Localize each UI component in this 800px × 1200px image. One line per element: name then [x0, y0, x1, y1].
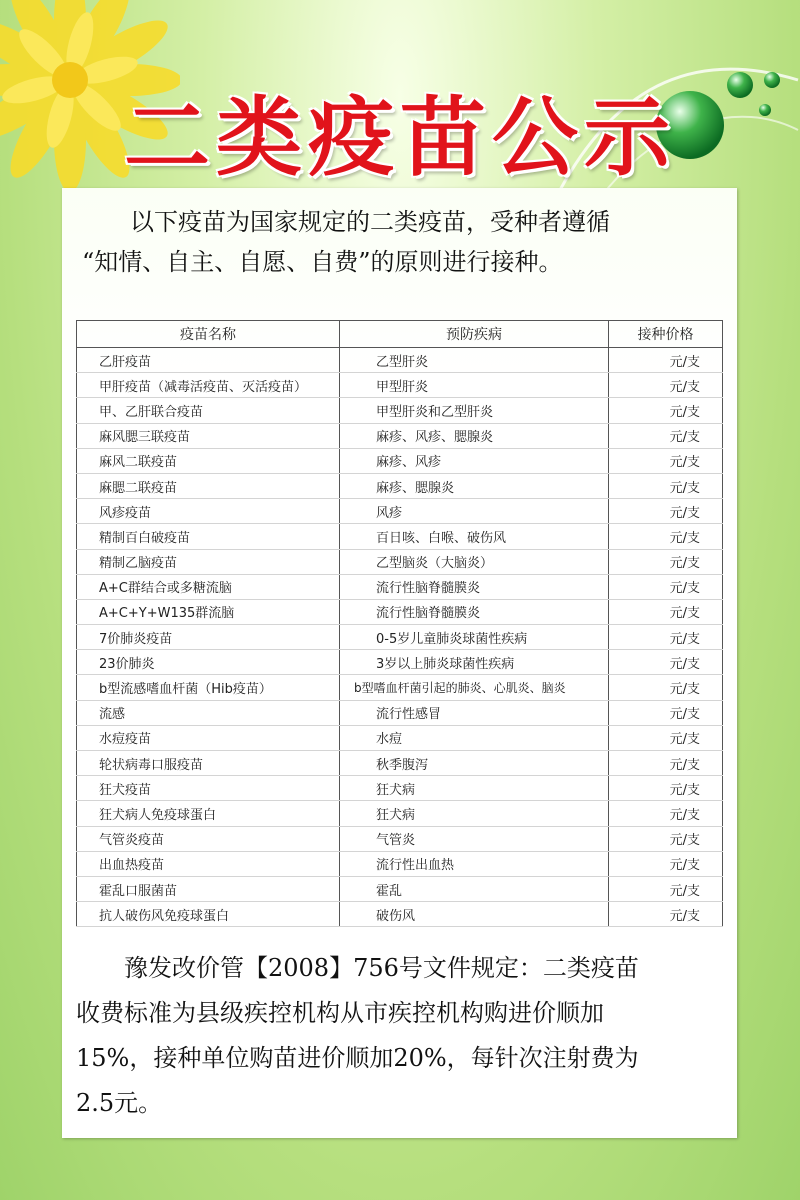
- table-row: [77, 473, 723, 498]
- disease: 甲型肝炎: [340, 373, 609, 398]
- table-row: [77, 625, 723, 650]
- price: 元/支: [609, 826, 723, 851]
- price: 元/支: [609, 473, 723, 498]
- table-row: [77, 398, 723, 423]
- table-row: [77, 373, 723, 398]
- vaccine-name: 流感: [77, 700, 340, 725]
- disease: 甲型肝炎和乙型肝炎: [340, 398, 609, 423]
- price: 元/支: [609, 876, 723, 901]
- vaccine-name: 轮状病毒口服疫苗: [77, 751, 340, 776]
- vaccine-name: 抗人破伤风免疫球蛋白: [77, 902, 340, 927]
- price: 元/支: [609, 625, 723, 650]
- price: 元/支: [609, 373, 723, 398]
- price: 元/支: [609, 751, 723, 776]
- header-disease: 预防疾病: [340, 321, 609, 348]
- price: 元/支: [609, 499, 723, 524]
- header-vaccine-name: 疫苗名称: [77, 321, 340, 348]
- content-panel: [62, 188, 737, 1138]
- footer-text: [76, 946, 726, 1126]
- disease: 乙型脑炎（大脑炎）: [340, 549, 609, 574]
- table-row: [77, 448, 723, 473]
- disease: 流行性出血热: [340, 851, 609, 876]
- vaccine-table: [76, 320, 723, 927]
- disease: 流行性脑脊髓膜炎: [340, 599, 609, 624]
- disease: 水痘: [340, 725, 609, 750]
- table-row: [77, 902, 723, 927]
- disease: 狂犬病: [340, 776, 609, 801]
- table-row: [77, 851, 723, 876]
- price: 元/支: [609, 348, 723, 373]
- table-row: [77, 499, 723, 524]
- vaccine-name: 气管炎疫苗: [77, 826, 340, 851]
- vaccine-name: 麻风腮三联疫苗: [77, 423, 340, 448]
- vaccine-name: 风疹疫苗: [77, 499, 340, 524]
- intro-line-1: 以下疫苗为国家规定的二类疫苗，受种者遵循: [130, 208, 610, 236]
- vaccine-name: 水痘疫苗: [77, 725, 340, 750]
- disease: 乙型肝炎: [340, 348, 609, 373]
- price: 元/支: [609, 423, 723, 448]
- table-row: [77, 348, 723, 373]
- intro-line-2: “知情、自主、自愿、自费”的原则进行接种。: [82, 248, 563, 276]
- footer-line-2: 收费标准为县级疾控机构从市疾控机构购进价顺加: [76, 999, 604, 1027]
- header-price: 接种价格: [609, 321, 723, 348]
- table-row: [77, 876, 723, 901]
- page-title: 二类疫苗公示: [124, 88, 676, 188]
- vaccine-name: 23价肺炎: [77, 650, 340, 675]
- vaccine-name: 7价肺炎疫苗: [77, 625, 340, 650]
- table-row: [77, 423, 723, 448]
- disease: 3岁以上肺炎球菌性疾病: [340, 650, 609, 675]
- price: 元/支: [609, 650, 723, 675]
- vaccine-name: 精制乙脑疫苗: [77, 549, 340, 574]
- table-row: [77, 599, 723, 624]
- intro-text: [82, 202, 722, 282]
- table-row: [77, 751, 723, 776]
- table-row: [77, 801, 723, 826]
- table-row: [77, 725, 723, 750]
- footer-line-3: 15%，接种单位购苗进价顺加20%，每针次注射费为: [76, 1044, 639, 1072]
- disease: 气管炎: [340, 826, 609, 851]
- disease: 霍乱: [340, 876, 609, 901]
- disease: 麻疹、风疹: [340, 448, 609, 473]
- table-header-row: [77, 321, 723, 348]
- disease: 0-5岁儿童肺炎球菌性疾病: [340, 625, 609, 650]
- footer-line-1: 豫发改价管【2008】756号文件规定：二类疫苗: [124, 954, 639, 982]
- vaccine-name: 狂犬疫苗: [77, 776, 340, 801]
- vaccine-name: 狂犬病人免疫球蛋白: [77, 801, 340, 826]
- disease: 秋季腹泻: [340, 751, 609, 776]
- disease: 破伤风: [340, 902, 609, 927]
- disease: b型嗜血杆菌引起的肺炎、心肌炎、脑炎: [340, 675, 609, 700]
- disease: 麻疹、腮腺炎: [340, 473, 609, 498]
- price: 元/支: [609, 776, 723, 801]
- disease: 麻疹、风疹、腮腺炎: [340, 423, 609, 448]
- disease: 风疹: [340, 499, 609, 524]
- table-row: [77, 776, 723, 801]
- price: 元/支: [609, 675, 723, 700]
- vaccine-name: A+C+Y+W135群流脑: [77, 599, 340, 624]
- price: 元/支: [609, 851, 723, 876]
- price: 元/支: [609, 599, 723, 624]
- table-row: [77, 675, 723, 700]
- disease: 狂犬病: [340, 801, 609, 826]
- vaccine-name: 麻风二联疫苗: [77, 448, 340, 473]
- vaccine-name: 甲肝疫苗（减毒活疫苗、灭活疫苗）: [77, 373, 340, 398]
- vaccine-name: b型流感嗜血杆菌（Hib疫苗）: [77, 675, 340, 700]
- table-row: [77, 574, 723, 599]
- price: 元/支: [609, 398, 723, 423]
- vaccine-name: 乙肝疫苗: [77, 348, 340, 373]
- price: 元/支: [609, 549, 723, 574]
- vaccine-name: 甲、乙肝联合疫苗: [77, 398, 340, 423]
- price: 元/支: [609, 524, 723, 549]
- price: 元/支: [609, 902, 723, 927]
- vaccine-name: 霍乱口服菌苗: [77, 876, 340, 901]
- vaccine-name: 出血热疫苗: [77, 851, 340, 876]
- price: 元/支: [609, 725, 723, 750]
- price: 元/支: [609, 448, 723, 473]
- disease: 流行性脑脊髓膜炎: [340, 574, 609, 599]
- disease: 百日咳、白喉、破伤风: [340, 524, 609, 549]
- price: 元/支: [609, 700, 723, 725]
- vaccine-name: 麻腮二联疫苗: [77, 473, 340, 498]
- table-row: [77, 549, 723, 574]
- table-row: [77, 650, 723, 675]
- vaccine-name: A+C群结合或多糖流脑: [77, 574, 340, 599]
- price: 元/支: [609, 801, 723, 826]
- price: 元/支: [609, 574, 723, 599]
- vaccine-name: 精制百白破疫苗: [77, 524, 340, 549]
- table-row: [77, 826, 723, 851]
- table-row: [77, 524, 723, 549]
- footer-line-4: 2.5元。: [76, 1089, 163, 1117]
- disease: 流行性感冒: [340, 700, 609, 725]
- table-row: [77, 700, 723, 725]
